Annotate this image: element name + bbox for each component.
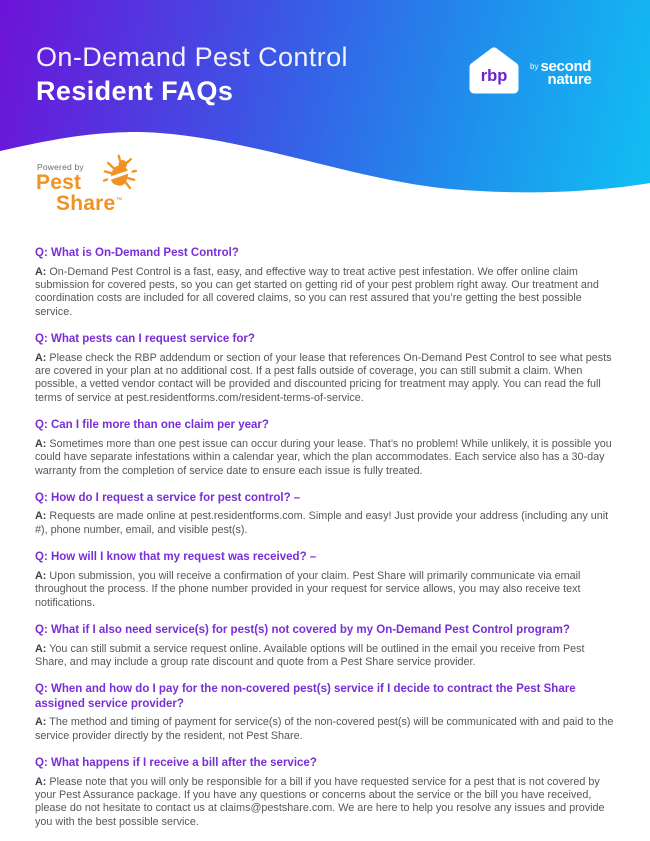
faq-item [35, 246, 617, 319]
faq-answer: A: On-Demand Pest Control is a fast, easy, and effective way to treat active pest infestation. We offer online claim submission for covered pests, so you can get started on getting rid of your pest problem right away. Our treatment and coordination costs are included for all covered claims, so you can rest assured that you’re getting the best possible service. [35, 265, 599, 318]
header-banner [0, 0, 650, 230]
faq-item [35, 756, 617, 829]
page-title-line2: Resident FAQs [36, 76, 234, 106]
answer-prefix: A: [35, 510, 47, 523]
answer-prefix: A: [35, 642, 47, 655]
answer-prefix: A: [35, 716, 47, 729]
faq-item [35, 491, 617, 537]
faq-item [35, 332, 617, 405]
faq-question: Q: What happens if I receive a bill after the service? [35, 757, 317, 770]
bug-icon [102, 154, 138, 192]
second-nature-word2: nature [547, 71, 592, 88]
second-nature-logo [530, 60, 592, 86]
faq-item [35, 550, 617, 610]
faq-question: Q: What if I also need service(s) for pest(s) not covered by my On-Demand Pest Control program? [35, 624, 570, 636]
faq-answer: A: You can still submit a service request online. Available options will be outlined in the email you receive from Pest Share, and may include a group rate discount and quote from a Pest Share service provider. [35, 642, 585, 668]
trademark-symbol: ™ [115, 197, 123, 204]
pest-share-word2: Share™ [56, 192, 123, 215]
page-title-line1: On-Demand Pest Control [36, 42, 348, 72]
faq-item [35, 418, 617, 478]
faq-answer: A: Please check the RBP addendum or section of your lease that references On-Demand Pest Control to see what pests are covered in your plan at no additional cost. If a pest falls outside of coverage, you can still submit a claim. When possible, a vetted vendor contact will be provided and discounted pricing for treatment may apply. You can read the full terms of service at pest.residentforms.com/resident-terms-of-service. [35, 351, 612, 404]
answer-prefix: A: [35, 437, 47, 450]
faq-answer: A: Sometimes more than one pest issue can occur during your lease. That’s no problem! While unlikely, it is possible you could have separate infestations within a calendar year, which the plan accommodates. Each service also has a 30-day warranty from the completion of service date to ensure each issue is fully treated. [35, 437, 612, 477]
faq-question: Q: What pests can I request service for? [35, 333, 255, 346]
rbp-logo-icon [464, 44, 524, 104]
by-label: by [530, 62, 539, 71]
faq-question: Q: How do I request a service for pest control? – [35, 491, 301, 504]
faq-answer: A: Requests are made online at pest.residentforms.com. Simple and easy! Just provide your address (including any unit #), phone number, email, and visible pest(s). [35, 510, 609, 536]
faq-item [35, 623, 617, 669]
rbp-logo-text: rbp [480, 67, 508, 85]
pest-share-logo [36, 156, 156, 218]
answer-prefix: A: [35, 775, 47, 788]
answer-prefix: A: [35, 569, 47, 582]
answer-prefix: A: [35, 351, 47, 364]
faq-answer: A: The method and timing of payment for service(s) of the non-covered pest(s) will be communicated with and paid to the service provider directly by the resident, not Pest Share. [35, 716, 614, 742]
faq-answer: A: Please note that you will only be responsible for a bill if you have requested service for a pest that is not covered by your Pest Assurance package. If you have any questions or concerns about the service or the bill you have received, please do not hesitate to contact us at claims@pestshare.com. We are here to help you resolve any issues and provide you with the best possible service. [35, 775, 605, 828]
second-nature-word1: second [540, 58, 592, 75]
faq-question: Q: When and how do I pay for the non-covered pest(s) service if I decide to contract the Pest Share assigned service provider? [35, 683, 576, 710]
faq-item [35, 682, 617, 743]
powered-by-label: Powered by [37, 162, 84, 172]
faq-question: Q: What is On-Demand Pest Control? [35, 247, 239, 259]
answer-prefix: A: [35, 265, 47, 278]
faq-content [0, 230, 650, 829]
page-title [36, 40, 348, 108]
faq-question: Q: Can I file more than one claim per year? [35, 419, 269, 432]
faq-answer: A: Upon submission, you will receive a confirmation of your claim. Pest Share will primarily communicate via email throughout the process. If the phone number provided in your request for service allows, you may also receive text notifications. [35, 569, 581, 609]
pest-share-word1: Pest [36, 171, 82, 194]
faq-question: Q: How will I know that my request was received? – [35, 551, 317, 564]
